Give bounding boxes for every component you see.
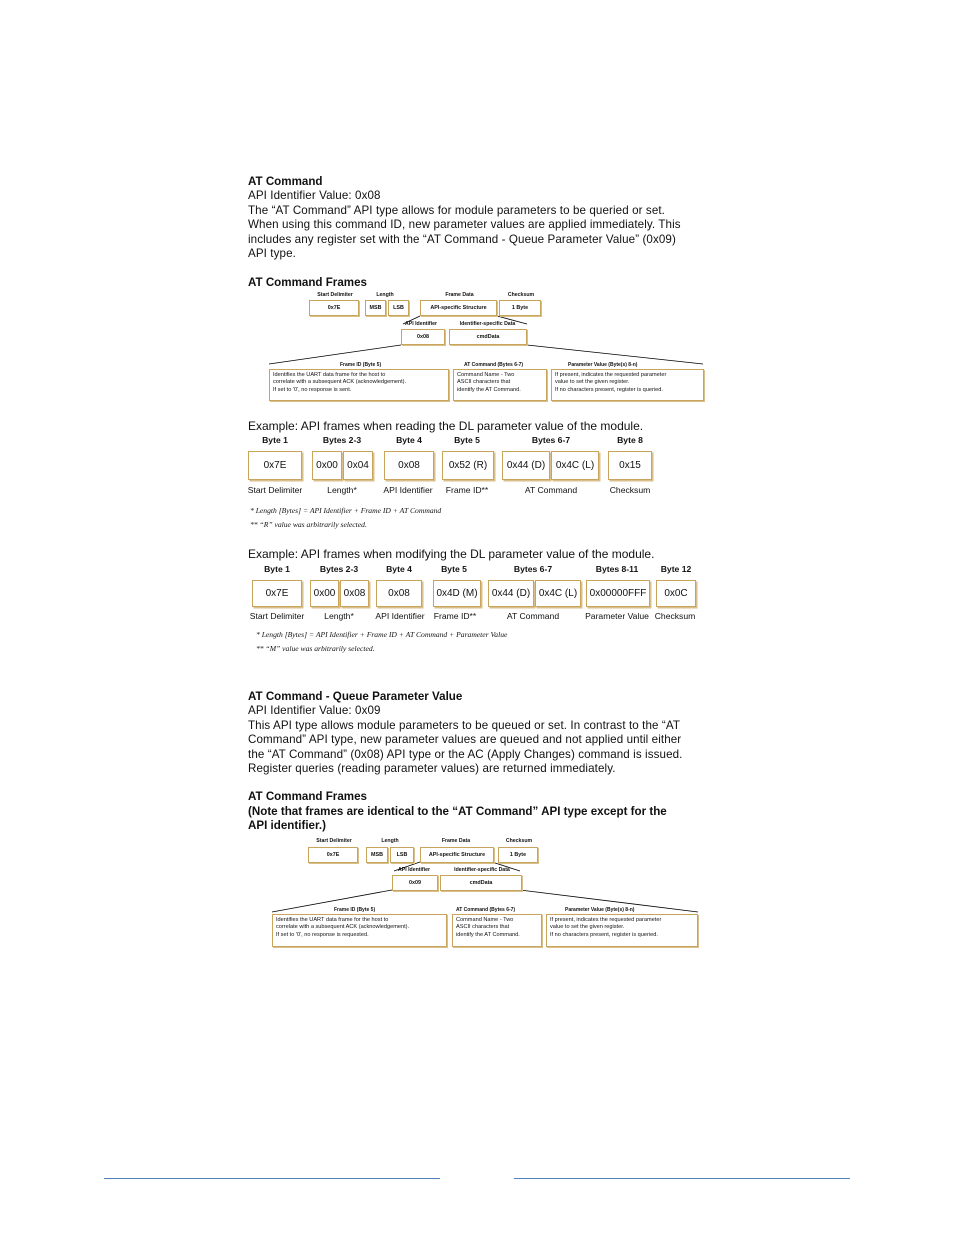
field-caption: Checksum xyxy=(654,611,696,621)
byte-label: Bytes 6-7 xyxy=(513,564,553,574)
label-checksum: Checksum xyxy=(507,292,535,298)
detail-title-parameter-value: Parameter Value (Byte(s) 8-n) xyxy=(568,362,638,368)
lsb-box: LSB xyxy=(388,300,409,316)
byte-label: Bytes 8-11 xyxy=(595,564,639,574)
label-start-delimiter: Start Delimiter xyxy=(316,838,352,844)
body-line: This API type allows module parameters to be queued or set. In contrast to the “AT xyxy=(248,718,681,732)
byte-label: Byte 8 xyxy=(617,435,643,445)
byte-label: Byte 12 xyxy=(660,564,692,574)
detail-at-command: Command Name - Two ASCII characters that identify the AT Command. xyxy=(453,369,547,401)
footer-rule-right xyxy=(514,1178,850,1179)
value-box: 0x44 (D) xyxy=(502,451,550,480)
footnote: * Length [Bytes] = API Identifier + Frame ID + AT Command + Parameter Value xyxy=(256,630,508,639)
field-caption: API Identifier xyxy=(375,611,425,621)
cmddata-box: cmdData xyxy=(440,875,522,891)
field-caption: Start Delimiter xyxy=(249,611,305,621)
frames-heading xyxy=(248,790,667,834)
checksum-box: 1 Byte xyxy=(498,847,538,863)
value-box: 0x44 (D) xyxy=(488,580,534,607)
body-line: the “AT Command” (0x08) API type or the AC (Apply Changes) command is issued. xyxy=(248,747,683,761)
field-caption: Checksum xyxy=(609,485,651,495)
label-frame-data: Frame Data xyxy=(441,838,471,844)
frame-diagram xyxy=(265,292,710,406)
label-api-identifier: API Identifier xyxy=(405,321,437,327)
checksum-box: 1 Byte xyxy=(499,300,541,316)
msb-box: MSB xyxy=(365,300,386,316)
section-body xyxy=(248,189,681,262)
value-box: 0x4C (L) xyxy=(535,580,581,607)
start-delimiter-box: 0x7E xyxy=(308,847,358,863)
field-caption: Start Delimiter xyxy=(247,485,303,495)
value-box: 0x08 xyxy=(384,451,434,480)
footnote: * Length [Bytes] = API Identifier + Frame ID + AT Command xyxy=(250,506,442,515)
section-body xyxy=(248,704,683,777)
field-caption: AT Command xyxy=(524,485,578,495)
field-caption: Length* xyxy=(324,611,354,621)
value-box: 0x00 xyxy=(312,451,342,480)
section-title: AT Command xyxy=(248,175,323,188)
frames-heading-line: (Note that frames are identical to the “AT Command” API type except for the xyxy=(248,804,667,818)
value-box: 0x4D (M) xyxy=(433,580,481,607)
detail-title-frame-id: Frame ID (Byte 5) xyxy=(334,907,376,913)
cmddata-box: cmdData xyxy=(449,329,527,345)
label-identifier-data: Identifier-specific Data xyxy=(454,867,510,873)
label-api-identifier: API Identifier xyxy=(398,867,430,873)
value-box: 0x52 (R) xyxy=(442,451,494,480)
value-box: 0x7E xyxy=(248,451,302,480)
field-caption: AT Command xyxy=(506,611,560,621)
body-line: includes any register set with the “AT Command - Queue Parameter Value” (0x09) xyxy=(248,232,676,246)
field-caption: Parameter Value xyxy=(585,611,649,621)
api-identifier-box: 0x09 xyxy=(392,875,438,891)
api-structure-box: API-specific Structure xyxy=(420,300,497,316)
byte-label: Bytes 2-3 xyxy=(322,435,362,445)
section-title: AT Command - Queue Parameter Value xyxy=(248,690,463,703)
start-delimiter-box: 0x7E xyxy=(309,300,359,316)
frame-diagram xyxy=(268,838,703,953)
footnote: ** “M” value was arbitrarily selected. xyxy=(256,644,375,653)
detail-title-at-command: AT Command (Bytes 6-7) xyxy=(456,907,516,913)
byte-label: Byte 4 xyxy=(386,564,412,574)
byte-label: Bytes 2-3 xyxy=(319,564,359,574)
value-box: 0x00 xyxy=(310,580,339,607)
example-reading-frames xyxy=(244,433,664,533)
frames-heading-line: AT Command Frames xyxy=(248,790,367,803)
value-box: 0x4C (L) xyxy=(551,451,599,480)
byte-label: Byte 1 xyxy=(264,564,290,574)
frames-heading-line: API identifier.) xyxy=(248,819,326,833)
value-box: 0x00000FFF xyxy=(586,580,650,607)
api-identifier-box: 0x08 xyxy=(401,329,445,345)
frames-heading: AT Command Frames xyxy=(248,276,367,289)
footer-rule-left xyxy=(104,1178,440,1179)
detail-frame-id: Identifies the UART data frame for the host to correlate with a subsequent ACK (acknowledgement). If set to '0', no response is requested. xyxy=(272,914,447,947)
example-modifying-frames xyxy=(250,562,700,657)
footnote: ** “R” value was arbitrarily selected. xyxy=(250,520,367,529)
byte-label: Bytes 6-7 xyxy=(531,435,571,445)
field-caption: API Identifier xyxy=(383,485,433,495)
detail-parameter-value: If present, indicates the requested parameter value to set the given register. If no characters present, register is queried. xyxy=(551,369,704,401)
example-title: Example: API frames when reading the DL parameter value of the module. xyxy=(248,419,644,433)
byte-label: Byte 4 xyxy=(396,435,422,445)
detail-title-parameter-value: Parameter Value (Byte(s) 8-n) xyxy=(565,907,635,913)
body-line: The “AT Command” API type allows for module parameters to be queried or set. xyxy=(248,203,666,217)
byte-label: Byte 5 xyxy=(454,435,480,445)
body-line: Register queries (reading parameter values) are returned immediately. xyxy=(248,762,616,776)
byte-label: Byte 5 xyxy=(441,564,467,574)
value-box: 0x04 xyxy=(343,451,373,480)
label-length: Length xyxy=(376,292,394,298)
body-line: API Identifier Value: 0x09 xyxy=(248,704,381,717)
label-frame-data: Frame Data xyxy=(445,292,474,298)
label-start-delimiter: Start Delimiter xyxy=(317,292,353,298)
detail-title-frame-id: Frame ID (Byte 5) xyxy=(340,362,382,368)
example-title: Example: API frames when modifying the DL parameter value of the module. xyxy=(248,547,655,561)
detail-frame-id: Identifies the UART data frame for the host to correlate with a subsequent ACK (acknowledgement). If set to '0', no response is sent. xyxy=(269,369,449,401)
detail-parameter-value: If present, indicates the requested parameter value to set the given register. If no characters present, register is queried. xyxy=(546,914,698,947)
field-caption: Length* xyxy=(327,485,357,495)
detail-title-at-command: AT Command (Bytes 6-7) xyxy=(464,362,524,368)
value-box: 0x0C xyxy=(656,580,696,607)
api-structure-box: API-specific Structure xyxy=(420,847,494,863)
label-checksum: Checksum xyxy=(505,838,533,844)
value-box: 0x08 xyxy=(376,580,422,607)
field-caption: Frame ID** xyxy=(433,611,477,621)
label-identifier-data: Identifier-specific Data xyxy=(459,321,516,327)
body-line: When using this command ID, new parameter values are applied immediately. This xyxy=(248,218,681,232)
msb-box: MSB xyxy=(366,847,388,863)
lsb-box: LSB xyxy=(390,847,414,863)
label-length: Length xyxy=(381,838,399,844)
body-line: API type. xyxy=(248,247,296,261)
detail-at-command: Command Name - Two ASCII characters that identify the AT Command. xyxy=(452,914,542,947)
body-line: Command” API type, new parameter values are queued and not applied until either xyxy=(248,733,682,747)
field-caption: Frame ID** xyxy=(445,485,489,495)
byte-label: Byte 1 xyxy=(262,435,288,445)
value-box: 0x15 xyxy=(608,451,652,480)
body-line: API Identifier Value: 0x08 xyxy=(248,189,381,202)
value-box: 0x7E xyxy=(252,580,302,607)
value-box: 0x08 xyxy=(340,580,369,607)
